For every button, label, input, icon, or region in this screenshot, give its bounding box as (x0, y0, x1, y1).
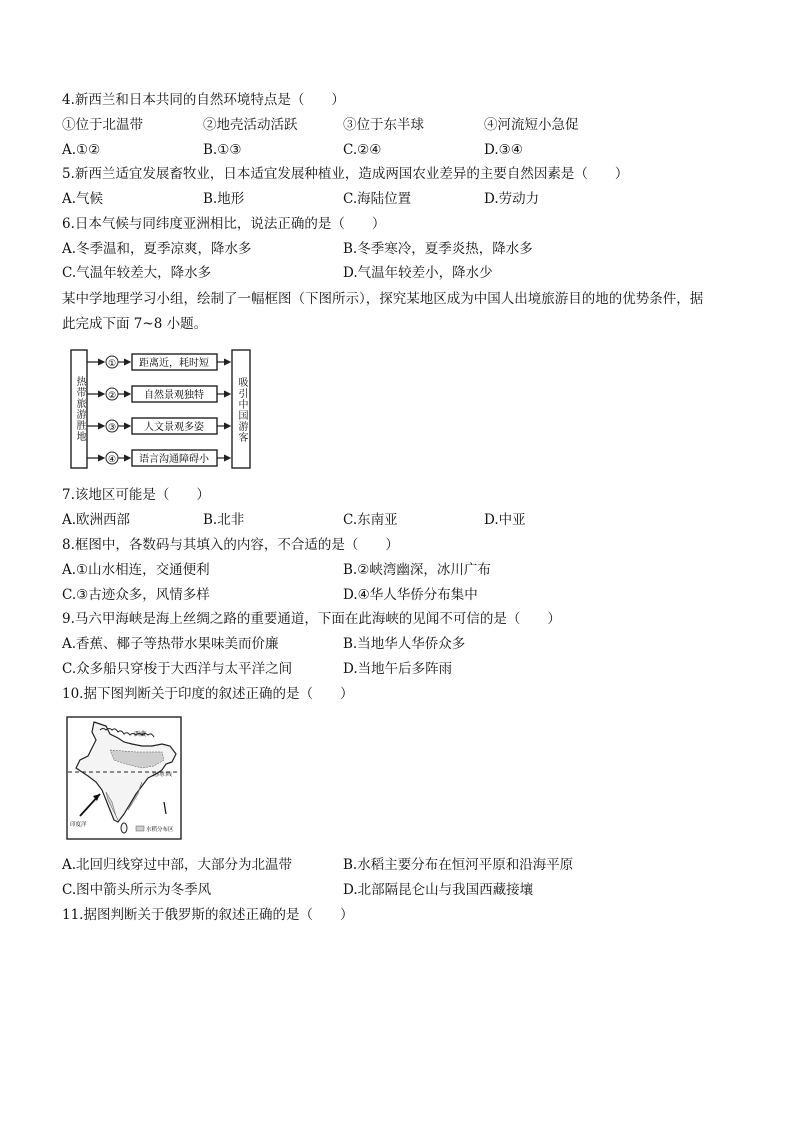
flowchart-left-label: 热带旅游胜地 (74, 376, 85, 442)
map-label-tibet: 西藏 (134, 731, 147, 738)
sri-lanka (121, 823, 127, 833)
flowchart-text-3: 人文景观多姿 (144, 422, 204, 433)
flowchart-num-4: ④ (107, 455, 117, 465)
flowchart-right-label: 吸引中国游客 (236, 377, 247, 443)
question-6-stem: 6.日本气候与同纬度亚洲相比，说法正确的是（ ） (62, 216, 386, 232)
q6-option-b: B.冬季寒冷，夏季炎热，降水多 (343, 241, 533, 257)
q8-option-d: D.④华人华侨分布集中 (343, 587, 478, 603)
q4-condition-1: ①位于北温带 (62, 117, 143, 133)
q4-condition-3: ③位于东半球 (343, 117, 424, 133)
question-4-stem: 4.新西兰和日本共同的自然环境特点是（ ） (62, 92, 345, 108)
flowchart-text-1: 距离近，耗时短 (139, 358, 209, 369)
map-label-ocean: 印度洋 (70, 822, 87, 828)
q9-option-d: D.当地午后多阵雨 (343, 661, 453, 677)
question-11-stem: 11.据图判断关于俄罗斯的叙述正确的是（ ） (62, 907, 354, 923)
map-legend-rice: 水稻分布区 (146, 827, 174, 833)
q6-option-c: C.气温年较差大，降水多 (62, 265, 212, 281)
flowchart-row-2 (87, 386, 230, 402)
flowchart-row-1 (87, 354, 230, 370)
q10-option-a: A.北回归线穿过中部，大部分为北温带 (62, 857, 293, 873)
q4-condition-2: ②地壳活动活跃 (203, 117, 298, 133)
map-label-tropic: 北回归线 (152, 772, 173, 778)
question-8-stem: 8.框图中，各数码与其填入的内容，不合适的是（ ） (62, 537, 399, 553)
q7-option-b: B.北非 (203, 512, 245, 528)
q9-option-b: B.当地华人华侨众多 (343, 636, 466, 652)
q5-option-a: A.气候 (62, 191, 104, 207)
question-5-stem: 5.新西兰适宜发展畜牧业，日本适宜发展种植业，造成两国农业差异的主要自然因素是（ ） (62, 166, 629, 182)
q8-option-b: B.②峡湾幽深，冰川广布 (343, 562, 491, 578)
q9-option-a: A.香蕉、椰子等热带水果味美而价廉 (62, 636, 279, 652)
q7-option-a: A.欧洲西部 (62, 512, 131, 528)
q6-option-a: A.冬季温和，夏季凉爽，降水多 (62, 241, 252, 257)
flowchart-text-2: 自然景观独特 (144, 390, 204, 401)
q10-option-b: B.水稻主要分布在恒河平原和沿海平原 (343, 857, 574, 873)
flowchart-row-4 (87, 450, 230, 466)
q4-option-a: A.①② (62, 142, 101, 158)
q6-option-d: D.气温年较差小，降水少 (343, 265, 493, 281)
question-7-stem: 7.该地区可能是（ ） (62, 487, 210, 503)
question-9-stem: 9.马六甲海峡是海上丝绸之路的重要通道，下面在此海峡的见闻不可信的是（ ） (62, 611, 561, 627)
q4-condition-4: ④河流短小急促 (484, 117, 579, 133)
question-10-stem: 10.据下图判断关于印度的叙述正确的是（ ） (62, 686, 354, 702)
flowchart-num-1: ① (107, 359, 117, 369)
intro-line-1: 某中学地理学习小组，绘制了一幅框图（下图所示），探究某地区成为中国人出境旅游目的地的优势条件，据 (62, 291, 704, 307)
flowchart-num-2: ② (107, 391, 117, 401)
flowchart-figure (68, 345, 256, 473)
q8-option-a: A.①山水相连，交通便利 (62, 562, 210, 578)
q4-option-c: C.②④ (343, 142, 382, 158)
q7-option-d: D.中亚 (484, 512, 526, 528)
flowchart-row-3 (87, 418, 230, 434)
q9-option-c: C.众多船只穿梭于大西洋与太平洋之间 (62, 661, 293, 677)
q5-option-c: C.海陆位置 (343, 191, 412, 207)
intro-line-2: 此完成下面 7~8 小题。 (62, 316, 208, 332)
q5-option-d: D.劳动力 (484, 191, 540, 207)
q5-option-b: B.地形 (203, 191, 245, 207)
legend-swatch (136, 826, 144, 831)
q4-option-d: D.③④ (484, 142, 523, 158)
india-map-figure (66, 716, 182, 840)
q7-option-c: C.东南亚 (343, 512, 398, 528)
flowchart-text-4: 语言沟通障碍小 (139, 454, 209, 465)
q8-option-c: C.③古迹众多，风情多样 (62, 587, 210, 603)
q10-option-c: C.图中箭头所示为冬季风 (62, 882, 212, 898)
q4-option-b: B.①③ (203, 142, 242, 158)
flowchart-num-3: ③ (107, 423, 117, 433)
q10-option-d: D.北部隔昆仑山与我国西藏接壤 (343, 882, 534, 898)
